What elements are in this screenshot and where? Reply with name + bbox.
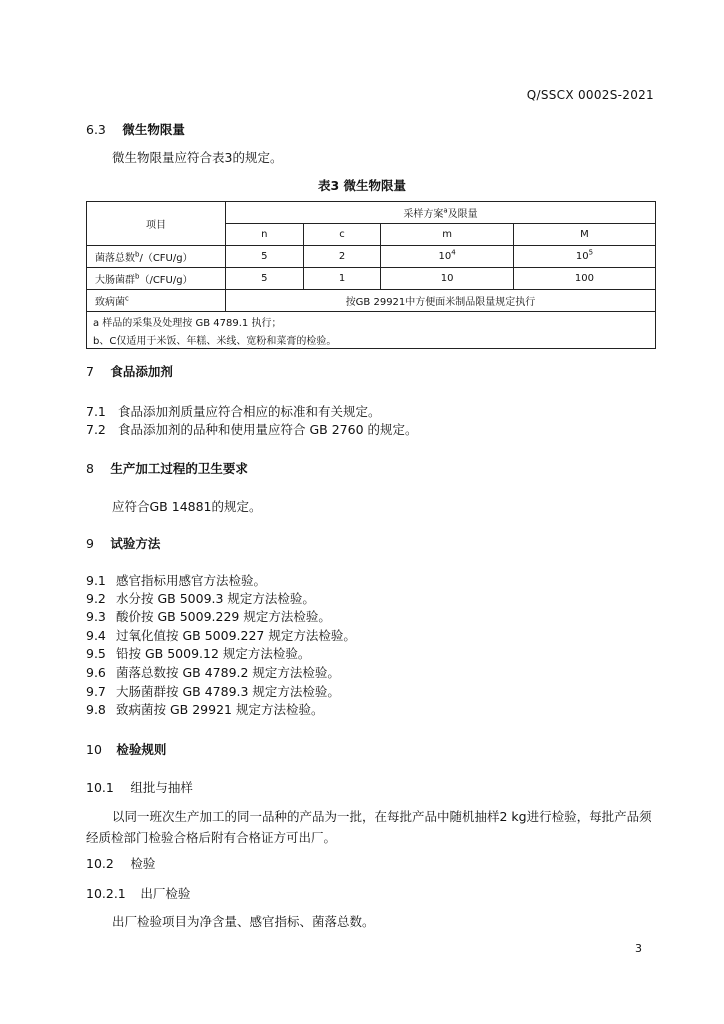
item-number: 9.2	[86, 591, 106, 606]
note-a: a 样品的采集及处理按 GB 4789.1 执行；	[87, 312, 656, 331]
standard-code: Q/SSCX 0002S-2021	[526, 88, 654, 102]
section-8-heading	[86, 459, 248, 477]
section-number: 6.3	[86, 122, 106, 137]
list-item	[86, 402, 381, 420]
row-item	[87, 246, 226, 268]
section-9-heading	[86, 534, 160, 552]
microbe-limit-table	[86, 201, 656, 349]
section-10-2-1-text: 出厂检验项目为净含量、感官指标、菌落总数。	[112, 914, 375, 929]
header-sampling-plan-label: 采样方案	[403, 209, 444, 220]
item-text: 菌落总数按 GB 4789.2 规定方法检验。	[116, 665, 340, 680]
item-text: 过氧化值按 GB 5009.227 规定方法检验。	[116, 628, 356, 643]
header-n: n	[226, 224, 304, 246]
item-text: 致病菌按 GB 29921 规定方法检验。	[116, 702, 324, 717]
list-item	[86, 644, 310, 662]
row-item-unit: （/CFU/g）	[139, 275, 193, 286]
section-6-3-heading	[86, 120, 185, 138]
section-number: 10	[86, 742, 102, 757]
table-row	[87, 268, 656, 290]
cell-pathogen-rule: 按GB 29921中方便面米制品限量规定执行	[226, 290, 656, 312]
item-number: 7.1	[86, 404, 106, 419]
item-number: 9.6	[86, 665, 106, 680]
item-number: 9.7	[86, 684, 106, 699]
section-10-2-1-heading	[86, 884, 190, 902]
section-title: 生产加工过程的卫生要求	[110, 461, 248, 476]
section-10-2-heading	[86, 854, 155, 872]
header-c: c	[303, 224, 381, 246]
item-text: 水分按 GB 5009.3 规定方法检验。	[116, 591, 315, 606]
section-title: 检验规则	[116, 742, 167, 757]
item-number: 9.5	[86, 646, 106, 661]
footnote-mark: a	[443, 206, 448, 215]
item-number: 9.4	[86, 628, 106, 643]
item-text: 酸价按 GB 5009.229 规定方法检验。	[116, 609, 331, 624]
cell-m-base: 10	[438, 251, 452, 262]
section-7-heading	[86, 362, 173, 380]
row-item	[87, 290, 226, 312]
table-row	[87, 290, 656, 312]
section-number: 8	[86, 461, 94, 476]
cell-M-base: 10	[575, 251, 589, 262]
cell-M-exponent: 5	[588, 248, 594, 257]
cell-n: 5	[226, 246, 304, 268]
section-title: 试验方法	[110, 536, 161, 551]
row-item-name: 大肠菌群	[95, 275, 135, 286]
table-note-row	[87, 330, 656, 349]
list-item	[86, 626, 356, 644]
item-number: 9.3	[86, 609, 106, 624]
table-header-row	[87, 202, 656, 224]
section-8-text: 应符合GB 14881的规定。	[112, 499, 262, 514]
note-b: b、C仅适用于米饭、年糕、米线、宽粉和菜膏的检验。	[87, 330, 656, 349]
row-item	[87, 268, 226, 290]
row-item-name: 致病菌	[95, 297, 125, 308]
list-item	[86, 420, 418, 438]
item-text: 感官指标用感官方法检验。	[116, 573, 267, 588]
header-m: m	[381, 224, 513, 246]
item-number: 9.8	[86, 702, 106, 717]
item-text: 食品添加剂的品种和使用量应符合 GB 2760 的规定。	[118, 422, 418, 437]
section-title: 组批与抽样	[130, 780, 193, 795]
section-title: 食品添加剂	[110, 364, 173, 379]
list-item	[86, 571, 266, 589]
table-title: 表3 微生物限量	[317, 178, 407, 193]
section-title: 检验	[130, 856, 156, 871]
section-title: 微生物限量	[122, 122, 185, 137]
section-number: 9	[86, 536, 94, 551]
list-item	[86, 663, 340, 681]
row-item-name: 菌落总数	[95, 253, 135, 264]
section-10-1-line1: 以同一班次生产加工的同一品种的产品为一批，在每批产品中随机抽样2 kg进行检验，每批产品须	[112, 809, 652, 824]
footnote-mark: b	[135, 250, 140, 259]
table-row	[87, 246, 656, 268]
cell-m	[381, 246, 513, 268]
section-title: 出厂检验	[140, 886, 191, 901]
cell-c: 1	[303, 268, 381, 290]
list-item	[86, 700, 323, 718]
header-sampling-plan-suffix: 及限量	[447, 209, 478, 220]
section-number: 10.2.1	[86, 886, 126, 901]
item-text: 大肠菌群按 GB 4789.3 规定方法检验。	[116, 684, 340, 699]
section-6-3-text: 微生物限量应符合表3的规定。	[112, 150, 283, 165]
list-item	[86, 682, 340, 700]
section-10-1-heading	[86, 778, 193, 796]
cell-M	[513, 246, 655, 268]
section-number: 10.2	[86, 856, 114, 871]
item-number: 7.2	[86, 422, 106, 437]
footnote-mark: c	[125, 294, 129, 303]
cell-M: 100	[513, 268, 655, 290]
list-item	[86, 589, 315, 607]
row-item-unit: /（CFU/g）	[139, 253, 193, 264]
cell-c: 2	[303, 246, 381, 268]
list-item	[86, 607, 331, 625]
table-note-row	[87, 312, 656, 331]
header-item: 项目	[87, 202, 226, 246]
section-number: 10.1	[86, 780, 114, 795]
item-text: 铅按 GB 5009.12 规定方法检验。	[116, 646, 311, 661]
cell-n: 5	[226, 268, 304, 290]
header-M: M	[513, 224, 655, 246]
section-10-heading	[86, 740, 166, 758]
cell-m-exponent: 4	[451, 248, 456, 257]
footnote-mark: b	[135, 272, 140, 281]
section-10-1-line2: 经质检部门检验合格后附有合格证方可出厂。	[86, 830, 337, 845]
page-number: 3	[635, 942, 642, 955]
item-number: 9.1	[86, 573, 106, 588]
item-text: 食品添加剂质量应符合相应的标准和有关规定。	[118, 404, 381, 419]
section-number: 7	[86, 364, 94, 379]
cell-m: 10	[381, 268, 513, 290]
header-sampling-plan	[226, 202, 656, 224]
